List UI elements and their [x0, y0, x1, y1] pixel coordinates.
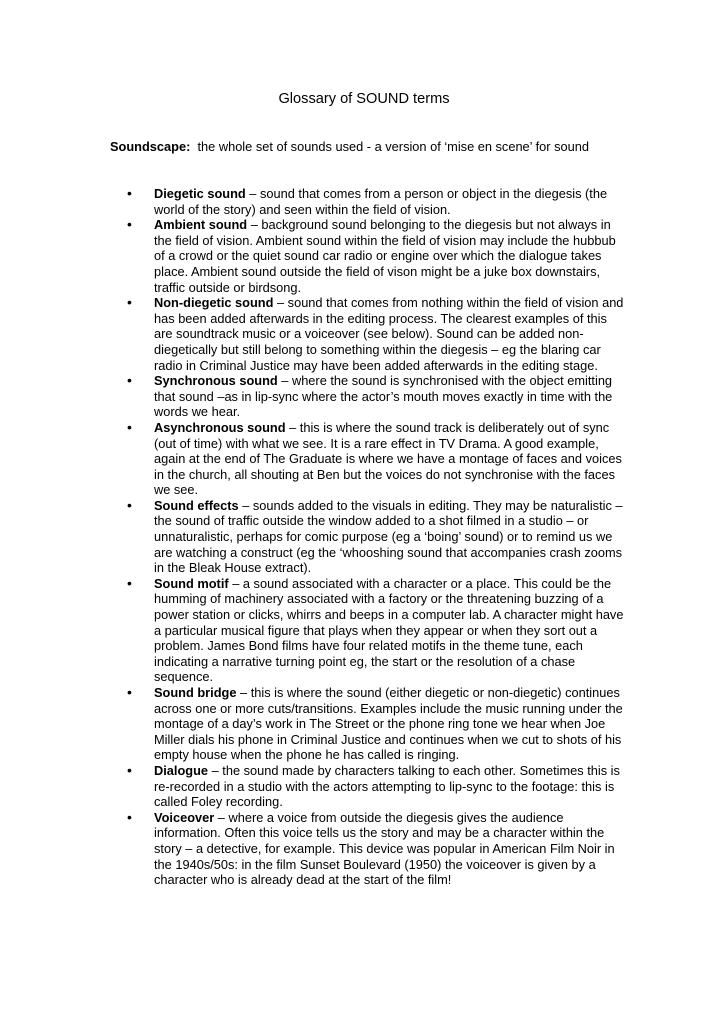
term-name: Ambient sound	[154, 217, 248, 233]
page-title-text: Glossary of SOUND terms	[278, 91, 450, 107]
glossary-item-voiceover	[0, 810, 624, 888]
bullet-icon: •	[127, 574, 132, 591]
term-name: Sound motif	[154, 575, 229, 591]
bullet-icon: •	[127, 372, 132, 389]
intro-term: Soundscape:	[110, 139, 191, 154]
term-definition: – this is where the sound track is deliberately out of sync (out of time) with what we see. It is a rare effect in TV Drama. A good example, again at the end of The Graduate is where we have a montage of faces and voices in the church, all shouting at Ben but the voices do not synchronise with the faces we see.	[154, 419, 622, 498]
glossary-item-ambient-sound	[0, 217, 624, 295]
glossary-list	[0, 186, 624, 888]
term-definition: – the sound made by characters talking to each other. Sometimes this is re-recorded in a studio with the actors attempting to lip-sync to the footage: this is called Foley recording.	[154, 762, 620, 810]
term-definition: – background sound belonging to the diegesis but not always in the field of vision. Ambient sound within the field of vision may include the hubbub of a crowd or the quiet sound car radio or engine over which the dialogue takes place. Ambient sound outside the field of vison might be a juke box downstairs, traffic outside or birdsong.	[154, 217, 616, 295]
term-name: Sound bridge	[154, 685, 237, 700]
term-name: Asynchronous sound	[154, 419, 286, 435]
glossary-item-dialogue	[0, 763, 624, 810]
bullet-icon: •	[127, 294, 132, 311]
term-definition: – sound that comes from nothing within the field of vision and has been added afterwards in the editing process. The clearest examples of this are soundtrack music or a voiceover (see below). Sound can be added non-diegetically but still belong to something within the diegesis – eg the blaring car radio in Criminal Justice may have been added afterwards in the editing stage.	[154, 295, 624, 373]
bullet-icon: •	[127, 185, 132, 201]
intro-definition	[110, 139, 710, 155]
glossary-item-non-diegetic-sound	[0, 295, 624, 373]
term-definition: – a sound associated with a character or a place. This could be the humming of machinery associated with a factory or the threatening buzzing of a power station or clicks, whirrs and beeps in a computer lab. A character might have a particular musical figure that plays when they appear or when they sort out a problem. James Bond films have four related motifs in the theme tune, each indicating a narrative turning point eg, the start or the resolution of a chase sequence.	[154, 575, 624, 685]
term-name: Dialogue	[154, 762, 209, 778]
term-definition: – where the sound is synchronised with the object emitting that sound –as in lip-sync where the actor’s mouth moves exactly in time with the words we hear.	[154, 373, 613, 420]
bullet-icon: •	[127, 496, 132, 513]
term-definition: – where a voice from outside the diegesis gives the audience information. Often this voice tells us the story and may be a character within the story – a detective, for example. This device was popular in American Film Noir in the 1940s/50s: in the film Sunset Boulevard (1950) the voiceover is given by a character who is already dead at the start of the film!	[154, 809, 615, 888]
term-name: Voiceover	[154, 809, 215, 825]
term-name: Diegetic sound	[154, 186, 246, 201]
glossary-item-sound-bridge	[0, 685, 624, 763]
glossary-item-sound-effects	[0, 498, 624, 576]
term-definition: – this is where the sound (either diegetic or non-diegetic) continues across one or more cuts/transitions. Examples include the music running under the montage of a day’s work in The Street or the phone ring tone we hear when Joe Miller dials his phone in Criminal Justice and continues when we cut to shots of his empty house when the phone he has called is ringing.	[154, 685, 623, 763]
bullet-icon: •	[127, 216, 132, 233]
term-name: Synchronous sound	[154, 373, 278, 389]
bullet-icon: •	[127, 684, 132, 700]
page-title	[0, 90, 728, 108]
glossary-item-diegetic-sound	[0, 186, 624, 217]
glossary-item-sound-motif	[0, 576, 624, 685]
term-name: Sound effects	[154, 497, 239, 513]
term-definition: – sounds added to the visuals in editing. They may be naturalistic – the sound of traffic outside the window added to a shot filmed in a studio – or unnaturalistic, perhaps for comic purpose (eg a ‘boing’ sound) or to remind us we are watching a construct (eg the ‘whooshing sound that accompanies crash zooms in the Bleak House extract).	[154, 497, 623, 576]
bullet-icon: •	[127, 808, 132, 825]
intro-definition-text: the whole set of sounds used - a version of ‘mise en scene’ for sound	[197, 139, 589, 154]
term-name: Non-diegetic sound	[154, 295, 274, 311]
bullet-icon: •	[127, 761, 132, 778]
glossary-item-asynchronous-sound	[0, 420, 624, 498]
bullet-icon: •	[127, 418, 132, 435]
term-definition: – sound that comes from a person or object in the diegesis (the world of the story) and seen within the field of vision.	[154, 186, 608, 217]
glossary-item-synchronous-sound	[0, 373, 624, 420]
